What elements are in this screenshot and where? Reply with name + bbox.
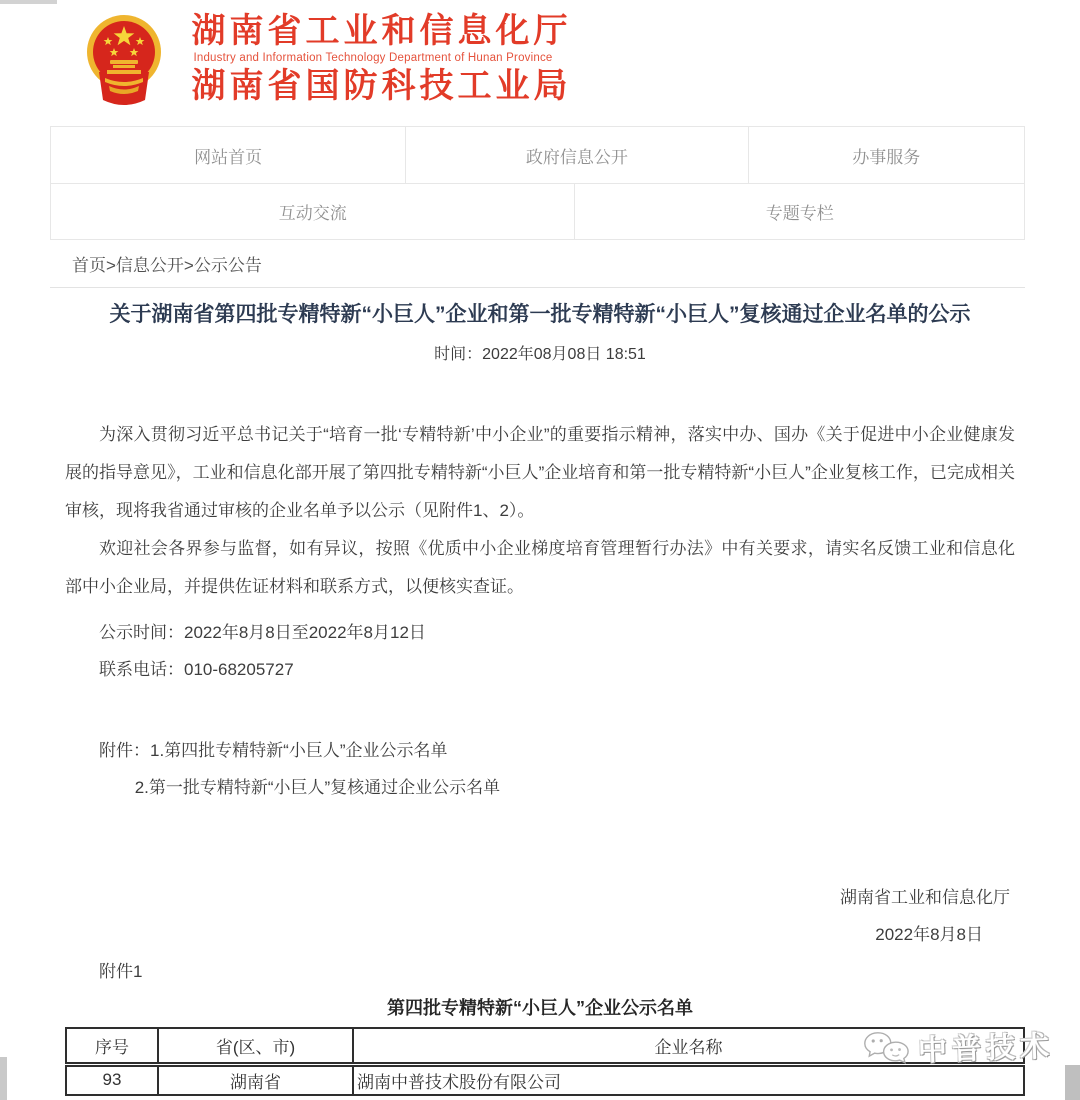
breadcrumb-bar <box>50 240 1025 288</box>
col-header-company: 企业名称 <box>353 1028 1024 1064</box>
site-title-english: Industry and Information Technology Department of Hunan Province <box>193 52 553 64</box>
table-header-row <box>66 1028 1024 1064</box>
page-title: 关于湖南省第四批专精特新“小巨人”企业和第一批专精特新“小巨人”复核通过企业名单的公示 <box>109 303 971 326</box>
nav-item-services[interactable]: 办事服务 <box>748 127 1024 183</box>
site-title-block <box>191 8 571 105</box>
annex-table-title: 第四批专精特新“小巨人”企业公示名单 <box>387 998 693 1018</box>
col-header-province: 省(区、市) <box>158 1028 353 1064</box>
col-header-serial: 序号 <box>66 1028 158 1064</box>
edge-artifact-bottom-left <box>0 1057 7 1100</box>
attachment-item-1: 附件：1.第四批专精特新“小巨人”企业公示名单 <box>99 741 448 760</box>
watermark-text: 中普技术 <box>917 1030 1055 1068</box>
public-notice-period: 公示时间：2022年8月8日至2022年8月12日 <box>99 623 426 642</box>
national-emblem-logo <box>85 10 163 108</box>
breadcrumb[interactable]: 首页>信息公开>公示公告 <box>72 256 262 275</box>
publish-time: 时间：2022年08月08日 18:51 <box>434 346 646 363</box>
signature-department: 湖南省工业和信息化厅 <box>840 888 1010 907</box>
annex-label: 附件1 <box>99 962 143 981</box>
signature-date: 2022年8月8日 <box>875 925 983 944</box>
nav-row-1 <box>51 127 1024 183</box>
enterprise-list-table <box>65 1027 1025 1096</box>
body-paragraph-1: 为深入贯彻习近平总书记关于“培育一批‘专精特新’中小企业”的重要指示精神，落实中办、国办《关于促进中小企业健康发展的指导意见》，工业和信息化部开展了第四批专精特新“小巨人”企业培育和第一批专精特新“小巨人”企业复核工作，已完成相关审核，现将我省通过审核的企业名单予以公示（见附件1、2）。 <box>65 425 1015 520</box>
nav-item-interaction[interactable]: 互动交流 <box>278 204 347 223</box>
body-paragraph-2: 欢迎社会各界参与监督，如有异议，按照《优质中小企业梯度培育管理暂行办法》中有关要求，请实名反馈工业和信息化部中小企业局，并提供佐证材料和联系方式，以便核实查证。 <box>65 539 1015 596</box>
site-header <box>0 0 1080 126</box>
site-title-line2: 湖南省国防科技工业局 <box>191 67 572 105</box>
attachment-item-2: 2.第一批专精特新“小巨人”复核通过企业公示名单 <box>134 778 501 797</box>
nav-item-home[interactable]: 网站首页 <box>194 147 263 167</box>
nav-item-gov-info[interactable]: 政府信息公开 <box>405 127 747 183</box>
site-title-line1: 湖南省工业和信息化厅 <box>191 12 572 50</box>
nav-row-2 <box>51 183 1024 239</box>
announcement-article <box>65 302 1015 990</box>
table-row <box>66 1064 1024 1095</box>
main-nav <box>50 126 1025 240</box>
edge-artifact-bottom-right <box>1065 1065 1080 1100</box>
edge-artifact-top-left <box>0 0 57 4</box>
cell-serial: 93 <box>66 1064 158 1095</box>
contact-phone: 联系电话：010-68205727 <box>99 660 294 679</box>
cell-company: 湖南中普技术股份有限公司 <box>353 1064 1024 1095</box>
cell-province: 湖南省 <box>158 1064 353 1095</box>
nav-item-special-columns[interactable]: 专题专栏 <box>574 184 1024 239</box>
